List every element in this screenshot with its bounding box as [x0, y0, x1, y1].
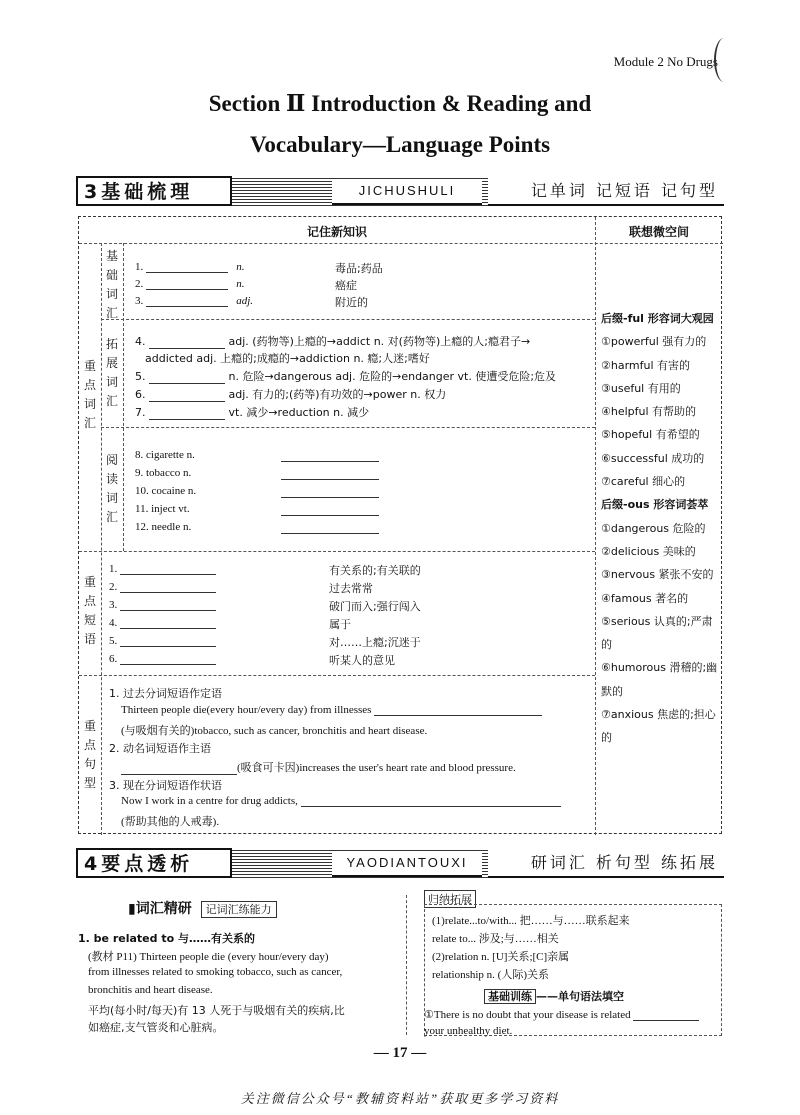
- banner-basic-pinyin: JICHUSHULI: [332, 179, 482, 205]
- page-number: — 17 —: [373, 1045, 427, 1061]
- page-curve-decoration: [714, 38, 734, 82]
- knowledge-table: [78, 216, 722, 834]
- banner-points: [76, 848, 724, 878]
- sentence-title-1: 1. 过去分词短语作定语: [109, 687, 222, 700]
- association-item: ①dangerous 危险的: [601, 521, 706, 535]
- basic-word-meaning: 癌症: [335, 279, 357, 292]
- association-item: ⑤hopeful 有希望的: [601, 428, 700, 442]
- read-word-row: 8. cigarette n.: [135, 449, 195, 461]
- summary-label: 归纳拓展: [424, 890, 476, 908]
- group-label-vocab: 重点词汇: [83, 359, 96, 430]
- association-item: ⑦careful 细心的: [601, 475, 686, 489]
- basic-word-row: 1. n.: [135, 261, 245, 273]
- answer-blank[interactable]: [146, 289, 228, 290]
- banner-basic: [76, 176, 724, 206]
- ext-word-row: 7. vt. 减少→reduction n. 减少: [135, 406, 370, 419]
- phrase-row: 3.: [109, 599, 216, 611]
- ext-word-row: addicted adj. 上瘾的;成瘾的→addiction n. 瘾;人迷;嗜好: [145, 352, 430, 365]
- read-word-row: 10. cocaine n.: [135, 485, 197, 497]
- answer-blank[interactable]: [149, 383, 225, 384]
- phrase-meaning: 听某人的意见: [329, 654, 395, 667]
- phrase-meaning: 过去常常: [329, 582, 373, 595]
- answer-blank[interactable]: [281, 447, 379, 462]
- answer-blank[interactable]: [146, 272, 228, 273]
- sentence-3: Now I work in a centre for drug addicts,: [121, 795, 561, 807]
- sentence-title-3: 3. 现在分词短语作状语: [109, 779, 222, 792]
- association-item: ⑥successful 成功的: [601, 451, 705, 465]
- association-item: ⑦anxious 焦虑的;担心的: [601, 708, 716, 745]
- association-heading: 后缀-ous 形容词荟萃: [601, 498, 709, 512]
- association-item: ②harmful 有害的: [601, 358, 691, 372]
- basic-word-meaning: 毒品;药品: [335, 262, 383, 275]
- phrase-meaning: 破门而入;强行闯入: [329, 600, 421, 613]
- association-item: ①powerful 强有力的: [601, 335, 707, 349]
- read-word-row: 11. inject vt.: [135, 503, 190, 515]
- answer-blank[interactable]: [281, 501, 379, 516]
- basic-word-meaning: 附近的: [335, 296, 368, 309]
- answer-blank[interactable]: [281, 483, 379, 498]
- group-label-sentence: 重点句型: [83, 719, 96, 790]
- ext-word-row: 6. adj. 有力的;(药等)有功效的→power n. 权力: [135, 388, 447, 401]
- sentence-3-cont: (帮助其他的人戒毒).: [121, 816, 220, 828]
- sub-label-basic: 基础词汇: [105, 249, 118, 320]
- practice-label: 基础训练 ——单句语法填空: [484, 988, 624, 1004]
- col-header-left: 记住新知识: [306, 225, 367, 239]
- answer-blank[interactable]: [301, 806, 561, 807]
- answer-blank[interactable]: [120, 664, 216, 665]
- ext-word-row: 5. n. 危险→dangerous adj. 危险的→endanger vt. 使遭受危险;危及: [135, 370, 557, 383]
- section-title-line2: Vocabulary—Language Points: [249, 132, 551, 157]
- answer-blank[interactable]: [120, 628, 216, 629]
- ext-word-row: 4. adj. (药物等)上瘾的→addict n. 对(药物等)上瘾的人;瘾君子→: [135, 335, 531, 348]
- col-header-right: 联想微空间: [628, 225, 689, 239]
- answer-blank[interactable]: [149, 348, 225, 349]
- answer-blank[interactable]: [281, 465, 379, 480]
- association-item: ②delicious 美味的: [601, 544, 696, 558]
- answer-blank[interactable]: [633, 1020, 699, 1021]
- banner-points-subtitle: 研词汇 析句型 练拓展: [488, 848, 724, 878]
- association-item: ③useful 有用的: [601, 381, 681, 395]
- section-title-line1: Section Ⅱ Introduction & Reading and: [208, 91, 592, 116]
- sentence-title-2: 2. 动名词短语作主语: [109, 742, 211, 755]
- phrase-row: 4.: [109, 617, 216, 629]
- phrase-meaning: 属于: [329, 618, 351, 631]
- read-word-row: 12. needle n.: [135, 521, 192, 533]
- summary-line: (2)relation n. [U]关系;[C]亲属: [432, 951, 570, 963]
- sentence-1-cont: (与吸烟有关的)tobacco, such as cancer, bronchitis and heart disease.: [121, 725, 428, 737]
- module-header: Module 2 No Drugs: [613, 54, 718, 69]
- answer-blank[interactable]: [121, 774, 237, 775]
- vocab-text: from illnesses related to smoking tobacco, such as cancer,: [88, 966, 343, 978]
- association-list: [601, 307, 719, 750]
- answer-blank[interactable]: [120, 646, 216, 647]
- book-icon: ▮: [128, 901, 136, 917]
- sentence-1: Thirteen people die(every hour/every day) from illnesses: [121, 704, 542, 716]
- summary-line: relate to... 涉及;与……相关: [432, 933, 559, 945]
- answer-blank[interactable]: [149, 419, 225, 420]
- banner-points-pinyin: YAODIANTOUXI: [332, 851, 482, 877]
- association-item: ⑥humorous 滑稽的;幽默的: [601, 661, 718, 698]
- vocab-translation: 如癌症,支气管炎和心脏病。: [88, 1021, 224, 1034]
- association-item: ③nervous 紧张不安的: [601, 568, 714, 582]
- answer-blank[interactable]: [120, 574, 216, 575]
- phrase-row: 1.: [109, 563, 216, 575]
- answer-blank[interactable]: [281, 519, 379, 534]
- association-heading: 后缀-ful 形容词大观园: [601, 312, 714, 325]
- banner-basic-title: 3基础梳理: [76, 176, 232, 206]
- answer-blank[interactable]: [120, 592, 216, 593]
- vocab-study-label: ▮词汇精研 记词汇练能力: [128, 898, 277, 918]
- summary-line: relationship n. (人际)关系: [432, 969, 550, 981]
- vocab-text: bronchitis and heart disease.: [88, 984, 213, 996]
- group-label-phrase: 重点短语: [83, 575, 96, 646]
- banner-basic-subtitle: 记单词 记短语 记句型: [488, 176, 724, 206]
- basic-word-row: 2. n.: [135, 278, 245, 290]
- summary-line: (1)relate...to/with... 把……与……联系起来: [432, 915, 630, 927]
- phrase-row: 6.: [109, 653, 216, 665]
- sub-label-read: 阅读词汇: [105, 453, 118, 524]
- read-word-row: 9. tobacco n.: [135, 467, 192, 479]
- banner-points-title: 4要点透析: [76, 848, 232, 878]
- sub-label-ext: 拓展词汇: [105, 337, 118, 408]
- vocab-item-title: 1. be related to 与……有关系的: [78, 932, 255, 945]
- sentence-2: (吸食可卡因)increases the user's heart rate and blood pressure.: [121, 759, 516, 775]
- practice-question-cont: your unhealthy diet.: [424, 1025, 513, 1037]
- association-item: ④helpful 有帮助的: [601, 405, 697, 419]
- phrase-meaning: 有关系的;有关联的: [329, 564, 421, 577]
- association-item: ④famous 著名的: [601, 591, 689, 605]
- answer-blank[interactable]: [146, 306, 228, 307]
- phrase-meaning: 对……上瘾;沉迷于: [329, 636, 421, 649]
- answer-blank[interactable]: [374, 715, 542, 716]
- vocab-translation: 平均(每小时/每天)有 13 人死于与吸烟有关的疾病,比: [88, 1004, 345, 1017]
- association-item: ⑤serious 认真的;严肃的: [601, 614, 713, 652]
- practice-question: ①There is no doubt that your disease is related: [424, 1008, 699, 1021]
- vocab-text: (教材 P11) Thirteen people die (every hour/every day): [88, 951, 329, 963]
- footer-note: 关注微信公众号“教辅资料站”获取更多学习资料: [240, 1091, 560, 1106]
- phrase-row: 2.: [109, 581, 216, 593]
- answer-blank[interactable]: [120, 610, 216, 611]
- phrase-row: 5.: [109, 635, 216, 647]
- answer-blank[interactable]: [149, 401, 225, 402]
- basic-word-row: 3. adj.: [135, 295, 254, 307]
